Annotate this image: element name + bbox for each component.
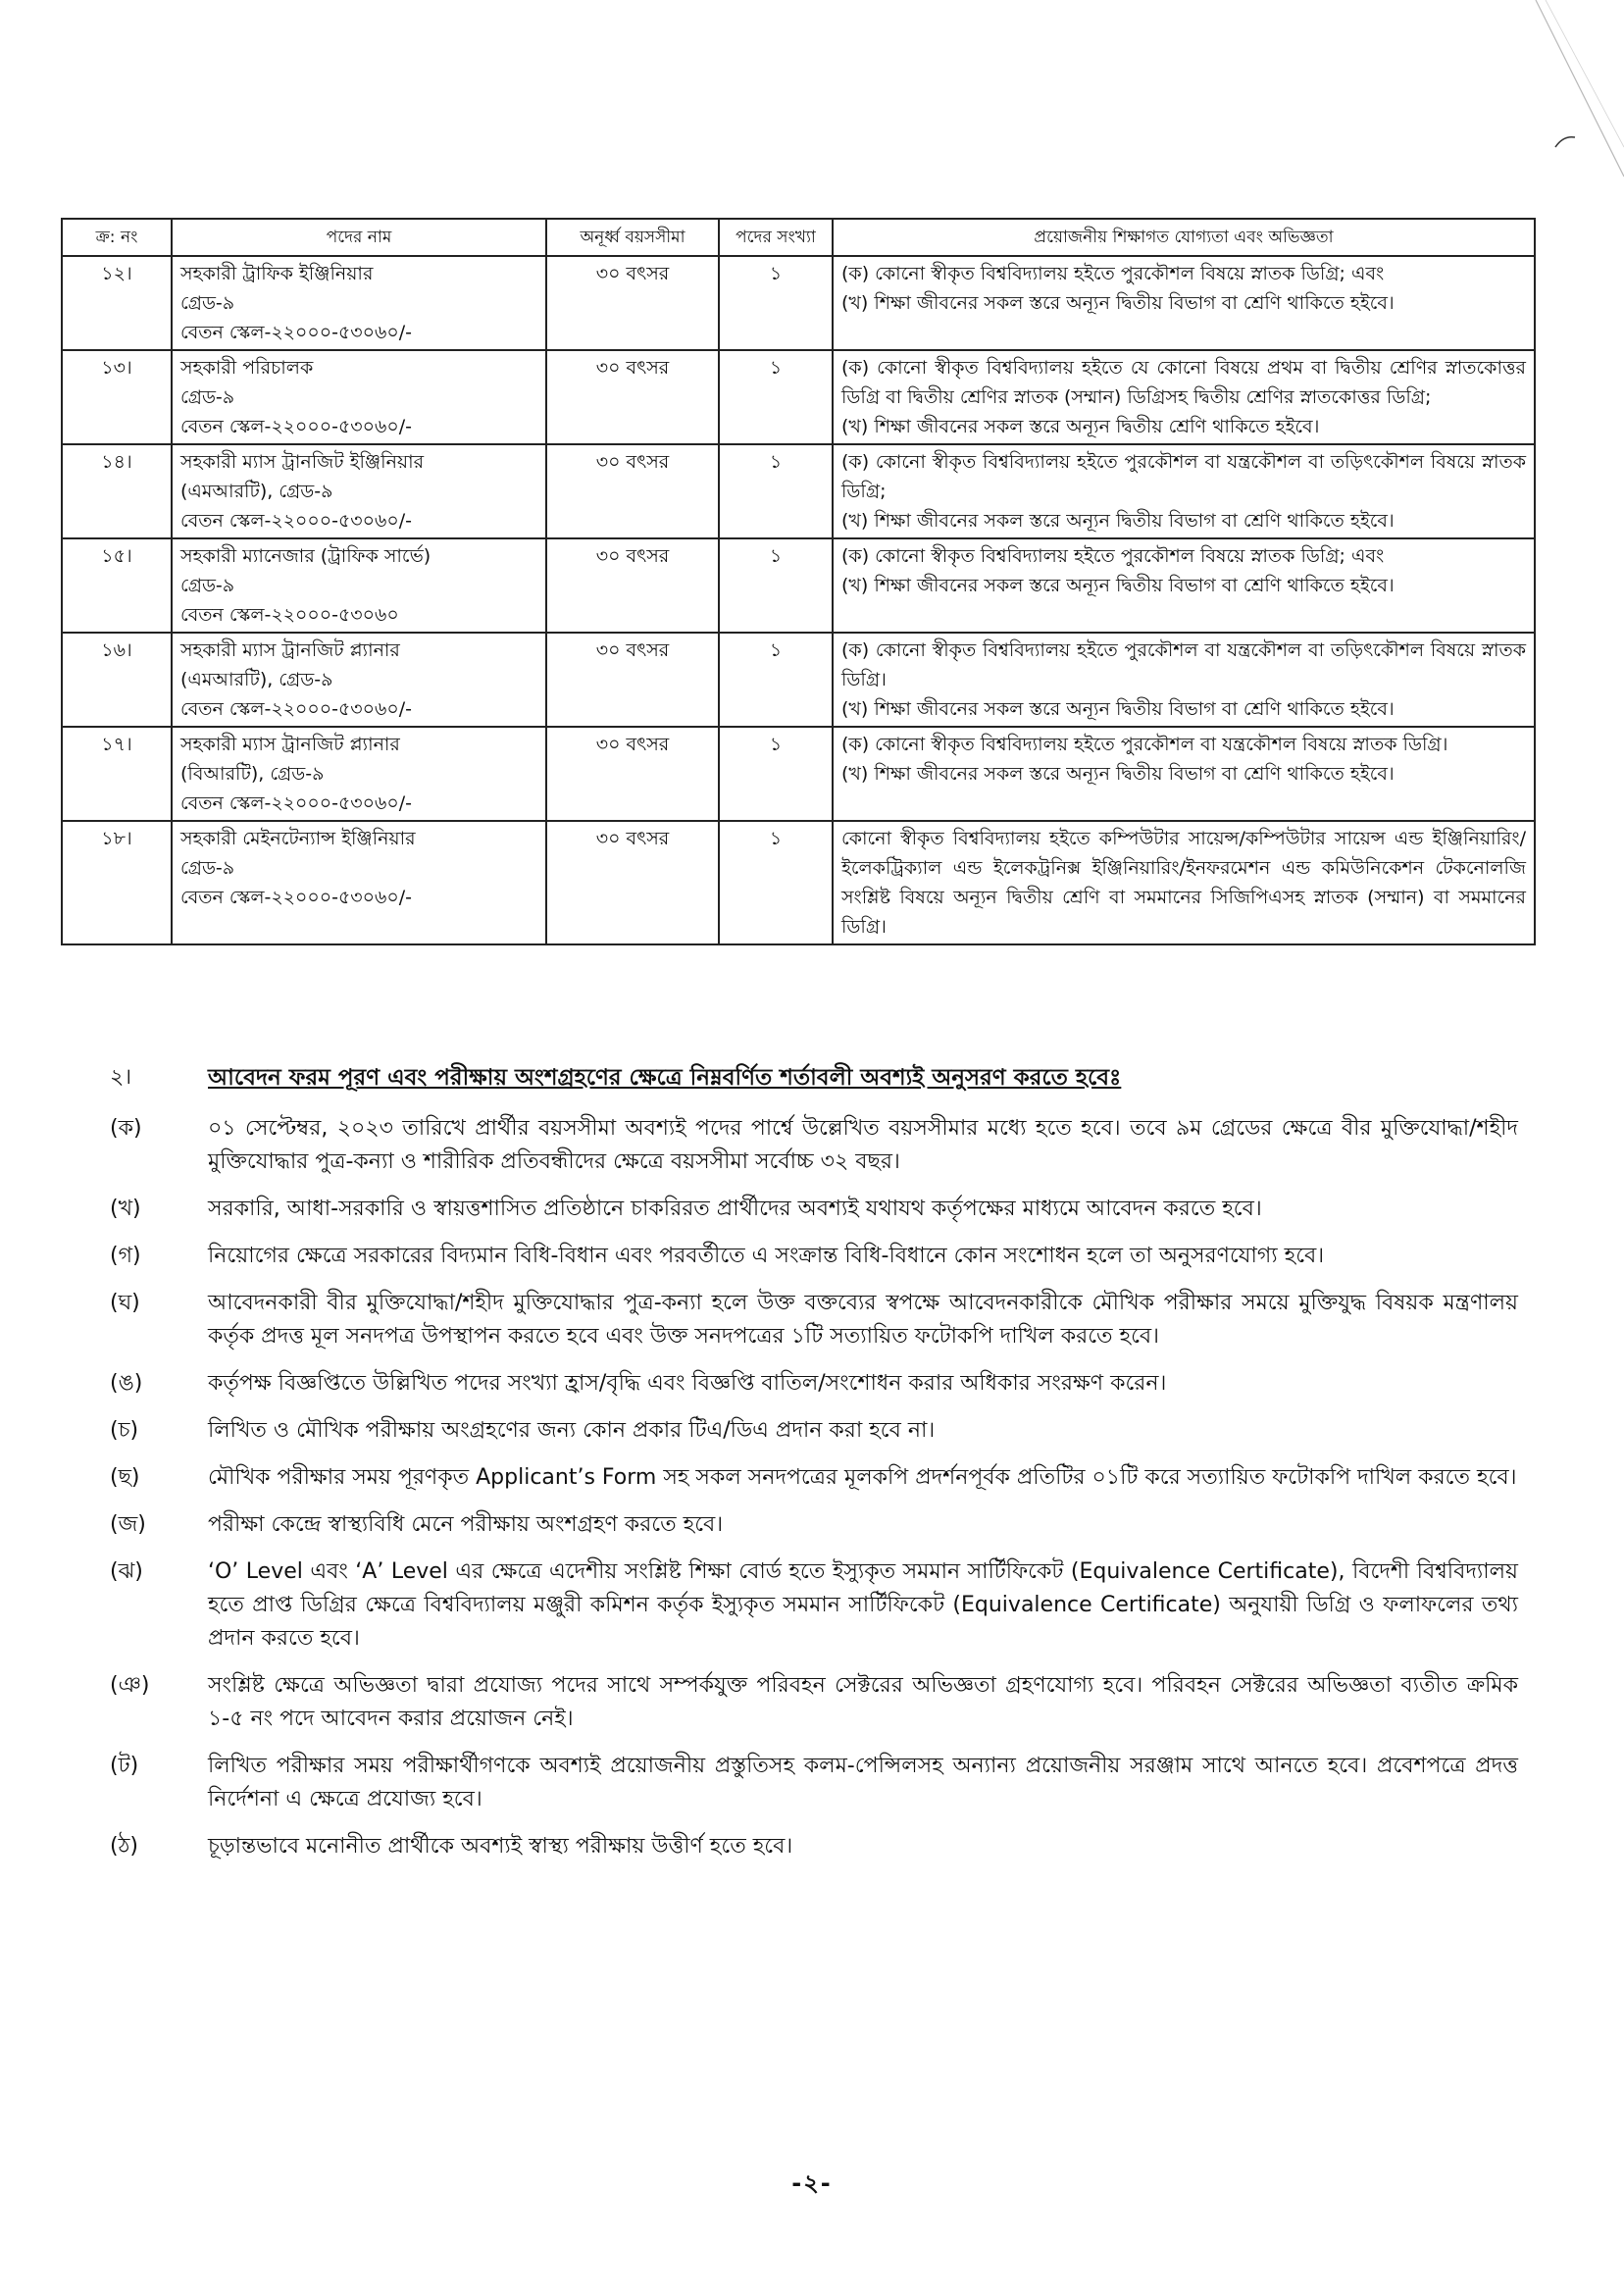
requirement-line: (ক) কোনো স্বীকৃত বিশ্ববিদ্যালয় হইতে যে কোনো বিষয়ে প্রথম বা দ্বিতীয় শ্রেণির স্নাতকোত্তর ডিগ্রি বা দ্বিতীয় শ্রেণির স্নাতক (সম্মান) ডিগ্রিসহ দ্বিতীয় শ্রেণির স্নাতকোত্তর ডিগ্রি; <box>841 357 1526 408</box>
requirement-line: (ক) কোনো স্বীকৃত বিশ্ববিদ্যালয় হইতে পুরকৌশল বা যন্ত্রকৌশল বিষয়ে স্নাতক ডিগ্রি। <box>841 734 1448 755</box>
condition-text: ‘O’ Level এবং ‘A’ Level এর ক্ষেত্রে এদেশীয় সংশ্লিষ্ট শিক্ষা বোর্ড হতে ইস্যুকৃত সমমান সার্টিফিকেট (Equivalence Certificate), বিদেশী বিশ্ববিদ্যালয় হতে প্রাপ্ত ডিগ্রির ক্ষেত্রে বিশ্ববিদ্যালয় মঞ্জুরী কমিশন কর্তৃক ইস্যুকৃত সমমান সার্টিফিকেট (Equivalence Certificate) অনুযায়ী ডিগ্রি ও ফলাফলের তথ্য প্রদান করতে হবে। <box>208 1559 1518 1651</box>
cell-post-count: ১ <box>719 821 833 944</box>
cell-sl: ১৭। <box>62 727 172 821</box>
cell-requirements <box>833 821 1535 944</box>
condition-text: নিয়োগের ক্ষেত্রে সরকারের বিদ্যমান বিধি-বিধান এবং পরবর্তীতে এ সংক্রান্ত বিধি-বিধানে কোন সংশোধন হলে তা অনুসরণযোগ্য হবে। <box>208 1244 1325 1268</box>
condition-text: চূড়ান্তভাবে মনোনীত প্রার্থীকে অবশ্যই স্বাস্থ্য পরীক্ষায় উত্তীর্ণ হতে হবে। <box>208 1834 793 1859</box>
post-name-line: (এমআরটি), গ্রেড-৯ <box>180 669 333 690</box>
post-name-line: (এমআরটি), গ্রেড-৯ <box>180 481 333 502</box>
post-name-line: বেতন স্কেল-২২০০০-৫৩০৬০/- <box>180 887 412 908</box>
condition-item <box>106 1669 1518 1736</box>
table-header-row <box>62 219 1535 256</box>
cell-age-limit: ৩০ বৎসর <box>546 256 719 350</box>
cell-requirements <box>833 538 1535 633</box>
requirement-line: (ক) কোনো স্বীকৃত বিশ্ববিদ্যালয় হইতে পুরকৌশল বিষয়ে স্নাতক ডিগ্রি; এবং <box>841 545 1385 567</box>
condition-label: (খ) <box>110 1197 141 1221</box>
requirement-line: কোনো স্বীকৃত বিশ্ববিদ্যালয় হইতে কম্পিউটার সায়েন্স/কম্পিউটার সায়েন্স এন্ড ইঞ্জিনিয়ারিং/ইলেকট্রিক্যাল এন্ড ইলেকট্রনিক্স ইঞ্জিনিয়ারিং/ইনফরমেশন এন্ড কমিউনিকেশন টেকনোলজি সংশ্লিষ্ট বিষয়ে অন্যূন দ্বিতীয় শ্রেণি বা সমমানের সিজিপিএসহ স্নাতক (সম্মান) বা সমমানের ডিগ্রি। <box>841 828 1526 938</box>
cell-post-name <box>172 727 546 821</box>
condition-text: পরীক্ষা কেন্দ্রে স্বাস্থ্যবিধি মেনে পরীক্ষায় অংশগ্রহণ করতে হবে। <box>208 1512 724 1537</box>
condition-item <box>106 1830 1518 1863</box>
condition-label: (ঝ) <box>110 1559 143 1584</box>
condition-text: মৌখিক পরীক্ষার সময় পূরণকৃত Applicant’s Form সহ সকল সনদপত্রের মূলকপি প্রদর্শনপূর্বক প্রতিটির ০১টি করে সত্যায়িত ফটোকপি দাখিল করতে হবে। <box>208 1465 1517 1490</box>
condition-label: (ঘ) <box>110 1291 140 1315</box>
condition-item <box>106 1240 1518 1273</box>
posts-table <box>61 218 1536 945</box>
table-row <box>62 538 1535 633</box>
cell-post-count: ১ <box>719 727 833 821</box>
condition-label: (ঙ) <box>110 1371 143 1396</box>
requirement-line: (খ) শিক্ষা জীবনের সকল স্তরে অন্যূন দ্বিতীয় বিভাগ বা শ্রেণি থাকিতে হইবে। <box>841 510 1395 532</box>
table-row <box>62 727 1535 821</box>
cell-age-limit: ৩০ বৎসর <box>546 538 719 633</box>
condition-item <box>106 1112 1518 1179</box>
conditions-number: ২। <box>110 1065 132 1090</box>
cell-age-limit: ৩০ বৎসর <box>546 350 719 444</box>
header-post-count: পদের সংখ্যা <box>719 219 833 256</box>
cell-age-limit: ৩০ বৎসর <box>546 444 719 538</box>
cell-post-name <box>172 538 546 633</box>
condition-label: (ট) <box>110 1754 139 1778</box>
cell-post-name <box>172 633 546 727</box>
scan-artifact-lines <box>1506 0 1624 255</box>
condition-label: (চ) <box>110 1418 139 1443</box>
post-name-line: বেতন স্কেল-২২০০০-৫৩০৬০/- <box>180 510 412 532</box>
condition-item <box>106 1508 1518 1542</box>
cell-post-name <box>172 821 546 944</box>
requirement-line: (ক) কোনো স্বীকৃত বিশ্ববিদ্যালয় হইতে পুরকৌশল বিষয়ে স্নাতক ডিগ্রি; এবং <box>841 263 1385 284</box>
condition-item <box>106 1750 1518 1816</box>
post-name-line: বেতন স্কেল-২২০০০-৫৩০৬০/- <box>180 792 412 814</box>
condition-item <box>106 1555 1518 1656</box>
post-name-line: বেতন স্কেল-২২০০০-৫৩০৬০/- <box>180 322 412 343</box>
header-age-limit: অনূর্ধ্ব বয়সসীমা <box>546 219 719 256</box>
requirement-line: (খ) শিক্ষা জীবনের সকল স্তরে অন্যূন দ্বিতীয় বিভাগ বা শ্রেণি থাকিতে হইবে। <box>841 698 1395 720</box>
cell-age-limit: ৩০ বৎসর <box>546 821 719 944</box>
cell-sl: ১৩। <box>62 350 172 444</box>
condition-label: (জ) <box>110 1512 146 1537</box>
condition-text: সরকারি, আধা-সরকারি ও স্বায়ত্তশাসিত প্রতিষ্ঠানে চাকরিরত প্রার্থীদের অবশ্যই যথাযথ কর্তৃপক্ষের মাধ্যমে আবেদন করতে হবে। <box>208 1197 1262 1221</box>
cell-post-name <box>172 444 546 538</box>
header-post-name: পদের নাম <box>172 219 546 256</box>
cell-post-count: ১ <box>719 633 833 727</box>
posts-table-body <box>62 256 1535 944</box>
post-name-line: বেতন স্কেল-২২০০০-৫৩০৬০/- <box>180 698 412 720</box>
table-row <box>62 256 1535 350</box>
header-sl: ক্র: নং <box>62 219 172 256</box>
table-row <box>62 633 1535 727</box>
condition-text: লিখিত ও মৌখিক পরীক্ষায় অংগ্রহণের জন্য কোন প্রকার টিএ/ডিএ প্রদান করা হবে না। <box>208 1418 936 1443</box>
condition-text: সংশ্লিষ্ট ক্ষেত্রে অভিজ্ঞতা দ্বারা প্রযোজ্য পদের সাথে সম্পর্কযুক্ত পরিবহন সেক্টরের অভিজ্ঞতা গ্রহণযোগ্য হবে। পরিবহন সেক্টরের অভিজ্ঞতা ব্যতীত ক্রমিক ১-৫ নং পদে আবেদন করার প্রয়োজন নেই। <box>208 1673 1518 1731</box>
condition-text: কর্তৃপক্ষ বিজ্ঞপ্তিতে উল্লিখিত পদের সংখ্যা হ্রাস/বৃদ্ধি এবং বিজ্ঞপ্তি বাতিল/সংশোধন করার অধিকার সংরক্ষণ করেন। <box>208 1371 1167 1396</box>
requirement-line: (খ) শিক্ষা জীবনের সকল স্তরে অন্যূন দ্বিতীয় শ্রেণি থাকিতে হইবে। <box>841 416 1320 437</box>
cell-requirements <box>833 256 1535 350</box>
post-name-line: সহকারী ম্যাস ট্রানজিট প্ল্যানার <box>180 639 400 661</box>
condition-label: (ছ) <box>110 1465 140 1490</box>
cell-requirements <box>833 444 1535 538</box>
table-row <box>62 444 1535 538</box>
post-name-line: (বিআরটি), গ্রেড-৯ <box>180 763 325 785</box>
post-name-line: গ্রেড-৯ <box>180 575 235 596</box>
conditions-heading: আবেদন ফরম পূরণ এবং পরীক্ষায় অংশগ্রহণের ক্ষেত্রে নিম্নবর্ণিত শর্তাবলী অবশ্যই অনুসরণ করতে হবেঃ <box>208 1065 1122 1091</box>
cell-sl: ১৬। <box>62 633 172 727</box>
condition-item <box>106 1287 1518 1353</box>
condition-label: (ঠ) <box>110 1834 138 1859</box>
condition-item <box>106 1414 1518 1448</box>
condition-item <box>106 1193 1518 1226</box>
post-name-line: গ্রেড-৯ <box>180 292 235 314</box>
table-row <box>62 350 1535 444</box>
requirement-line: (ক) কোনো স্বীকৃত বিশ্ববিদ্যালয় হইতে পুরকৌশল বা যন্ত্রকৌশল বা তড়িৎকৌশল বিষয়ে স্নাতক ডিগ্রি। <box>841 639 1526 690</box>
table-row <box>62 821 1535 944</box>
condition-text: ০১ সেপ্টেম্বর, ২০২৩ তারিখে প্রার্থীর বয়সসীমা অবশ্যই পদের পার্শ্বে উল্লেখিত বয়সসীমার মধ্যে হতে হবে। তবে ৯ম গ্রেডের ক্ষেত্রে বীর মুক্তিযোদ্ধা/শহীদ মুক্তিযোদ্ধার পুত্র-কন্যা ও শারীরিক প্রতিবন্ধীদের ক্ষেত্রে বয়সসীমা সর্বোচ্চ ৩২ বছর। <box>208 1116 1518 1174</box>
condition-label: (ক) <box>110 1116 142 1141</box>
cell-post-name <box>172 350 546 444</box>
header-requirements: প্রয়োজনীয় শিক্ষাগত যোগ্যতা এবং অভিজ্ঞতা <box>833 219 1535 256</box>
conditions-list <box>106 1112 1518 1863</box>
cell-post-name <box>172 256 546 350</box>
condition-text: আবেদনকারী বীর মুক্তিযোদ্ধা/শহীদ মুক্তিযোদ্ধার পুত্র-কন্যা হলে উক্ত বক্তব্যের স্বপক্ষে আবেদনকারীকে মৌখিক পরীক্ষার সময়ে মুক্তিযুদ্ধ বিষয়ক মন্ত্রণালয় কর্তৃক প্রদত্ত মূল সনদপত্র উপস্থাপন করতে হবে এবং উক্ত সনদপত্রের ১টি সত্যায়িত ফটোকপি দাখিল করতে হবে। <box>208 1291 1518 1349</box>
requirement-line: (ক) কোনো স্বীকৃত বিশ্ববিদ্যালয় হইতে পুরকৌশল বা যন্ত্রকৌশল বা তড়িৎকৌশল বিষয়ে স্নাতক ডিগ্রি; <box>841 451 1526 502</box>
post-name-line: বেতন স্কেল-২২০০০-৫৩০৬০ <box>180 604 399 626</box>
condition-label: (গ) <box>110 1244 141 1268</box>
post-name-line: সহকারী ম্যাস ট্রানজিট প্ল্যানার <box>180 734 400 755</box>
cell-post-count: ১ <box>719 538 833 633</box>
requirement-line: (খ) শিক্ষা জীবনের সকল স্তরে অন্যূন দ্বিতীয় বিভাগ বা শ্রেণি থাকিতে হইবে। <box>841 575 1395 596</box>
post-name-line: সহকারী মেইনটেন্যান্স ইঞ্জিনিয়ার <box>180 828 416 849</box>
cell-requirements <box>833 633 1535 727</box>
post-name-line: সহকারী ম্যানেজার (ট্রাফিক সার্ভে) <box>180 545 431 567</box>
cell-sl: ১৫। <box>62 538 172 633</box>
cell-requirements <box>833 727 1535 821</box>
post-name-line: সহকারী ম্যাস ট্রানজিট ইঞ্জিনিয়ার <box>180 451 425 473</box>
condition-item <box>106 1461 1518 1495</box>
condition-item <box>106 1367 1518 1401</box>
post-name-line: সহকারী ট্রাফিক ইঞ্জিনিয়ার <box>180 263 374 284</box>
requirement-line: (খ) শিক্ষা জীবনের সকল স্তরে অন্যূন দ্বিতীয় বিভাগ বা শ্রেণি থাকিতে হইবে। <box>841 292 1395 314</box>
requirement-line: (খ) শিক্ষা জীবনের সকল স্তরে অন্যূন দ্বিতীয় বিভাগ বা শ্রেণি থাকিতে হইবে। <box>841 763 1395 785</box>
cell-post-count: ১ <box>719 350 833 444</box>
cell-age-limit: ৩০ বৎসর <box>546 727 719 821</box>
cell-post-count: ১ <box>719 444 833 538</box>
post-name-line: গ্রেড-৯ <box>180 386 235 408</box>
cell-post-count: ১ <box>719 256 833 350</box>
page-number: -২- <box>791 2169 833 2197</box>
conditions-section <box>106 1061 1518 1877</box>
cell-sl: ১২। <box>62 256 172 350</box>
cell-sl: ১৪। <box>62 444 172 538</box>
post-name-line: গ্রেড-৯ <box>180 857 235 879</box>
cell-sl: ১৮। <box>62 821 172 944</box>
cell-age-limit: ৩০ বৎসর <box>546 633 719 727</box>
condition-label: (ঞ) <box>110 1673 150 1698</box>
post-name-line: সহকারী পরিচালক <box>180 357 314 379</box>
conditions-heading-row <box>106 1061 1518 1095</box>
cell-requirements <box>833 350 1535 444</box>
condition-text: লিখিত পরীক্ষার সময় পরীক্ষার্থীগণকে অবশ্যই প্রয়োজনীয় প্রস্তুতিসহ কলম-পেন্সিলসহ অন্যান্য প্রয়োজনীয় সরঞ্জাম সাথে আনতে হবে। প্রবেশপত্রে প্রদত্ত নির্দেশনা এ ক্ষেত্রে প্রযোজ্য হবে। <box>208 1754 1518 1811</box>
post-name-line: বেতন স্কেল-২২০০০-৫৩০৬০/- <box>180 416 412 437</box>
